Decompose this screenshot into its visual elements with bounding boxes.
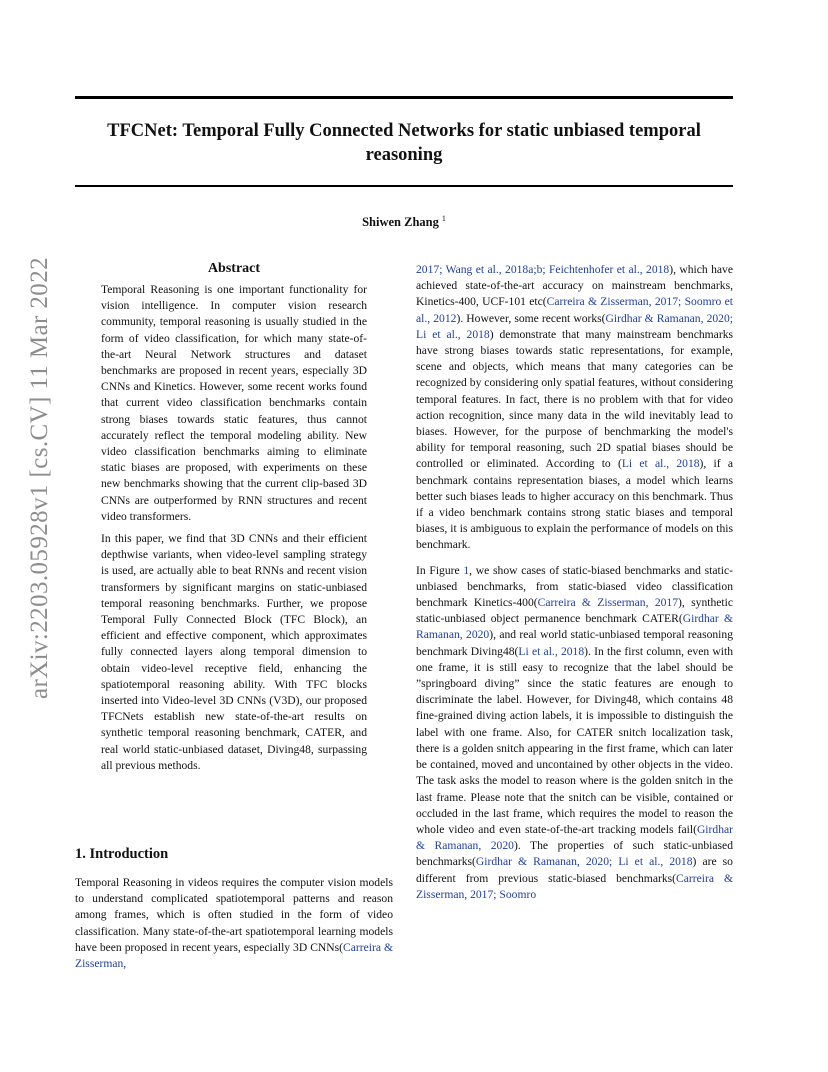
citation-link[interactable]: Carreira & Zisserman, 2017; Soomro (416, 871, 733, 901)
paragraph-text: ), if a benchmark contains representation biases, a model which learns better such biases leads to higher accuracy on this benchmark. Thus if a video benchmark contains strong static biases and temporal biases, it is ambiguous to explain the performance of models on this benchmark. (416, 457, 733, 552)
abstract-paragraph-2: In this paper, we find that 3D CNNs and their efficient depthwise variants, when video-level sampling strategy is used, are actually able to beat RNNs and recent vision transformers by significant margins on static-unbiased temporal reasoning benchmarks. Further, we propose Temporal Fully Connected Block (TFC Block), an efficient and effective component, which approximates fully connected layers along temporal dimension to obtain video-level receptive field, enhancing the spatiotemporal reasoning ability. With TFC blocks inserted into Video-level 3D CNNs (V3D), our proposed TFCNets establish new state-of-the-art results on synthetic temporal reasoning benchmark, CATER, and real world static-unbiased dataset, Diving48, surpassing all previous methods. (101, 532, 367, 772)
citation-link[interactable]: Girdhar & Ramanan, 2020 (416, 822, 733, 853)
paragraph-text: ) demonstrate that many mainstream benchmarks have strong biases towards static representations, for example, scene and objects, which means that many categories can be recognized by considering only spatial features, without considering temporal features. In fact, there is no problem with that for video action recognition, since many data in the wild inevitably lead to biases. However, for the purpose of benchmarking the model's ability for temporal reasoning, such 2D spatial biases should be controlled or eliminated. According to ( (416, 327, 734, 471)
citation-link[interactable]: Carreira & Zisserman, 2017; Soomro et al., 2012 (416, 295, 733, 325)
right-column (416, 262, 733, 912)
paragraph-text: ). In the first column, even with one frame, it is still easy to recognize that the label should be ”springboard diving” since the static features are enough to discriminate the label. However, for Diving48, which contains 48 fine-grained diving action labels, it is impossible to distinguish the label with one frame. Also, for CATER snitch localization task, there is a golden snitch appearing in the first frame, which can later be contained, moved and uncontained by other objects in the video. The task asks the model to reason where is the golden snitch in the last frame. Please note that the snitch can be visible, contained or occluded in the last frame, which requires the model to reason the whole video and even state-of-the-art tracking models fail( (416, 644, 733, 836)
right-paragraph-2 (416, 563, 733, 903)
arxiv-identifier: arXiv:2203.05928v1 [cs.CV] 11 Mar 2022 (26, 257, 53, 699)
paragraph-text: ), synthetic static-unbiased object permanence benchmark CATER( (416, 596, 733, 626)
paragraph-text: ). The properties of such static-unbiased benchmarks( (416, 839, 733, 869)
author-affiliation-mark: 1 (441, 214, 446, 223)
paragraph-text: ), and real world static-unbiased temporal reasoning benchmark Diving48( (416, 628, 733, 658)
citation-link[interactable]: Girdhar & Ramanan, 2020 (416, 612, 733, 642)
paragraph-text: ) are so different from previous static-biased benchmarks( (416, 855, 733, 885)
paragraph-text: In Figure (416, 563, 464, 577)
paper-title: TFCNet: Temporal Fully Connected Networks for static unbiased temporal reasoning (107, 121, 701, 165)
citation-link[interactable]: Li et al., 2018 (518, 644, 585, 658)
paragraph-text: ). However, some recent works( (456, 311, 606, 325)
author-name: Shiwen Zhang (362, 215, 439, 229)
citation-link[interactable]: Carreira & Zisserman, (75, 940, 394, 971)
citation-link[interactable]: Carreira & Zisserman, 2017 (537, 596, 679, 610)
citation-link[interactable]: Girdhar & Ramanan, 2020; Li et al., 2018 (475, 855, 693, 869)
citation-link[interactable]: 2017; Wang et al., 2018a;b; Feichtenhofer et al., 2018 (416, 263, 670, 276)
intro-left-column (75, 875, 393, 972)
title-top-rule (75, 96, 733, 99)
right-paragraph-1 (416, 262, 733, 554)
abstract-heading: Abstract (207, 261, 261, 276)
abstract-paragraph-1: Temporal Reasoning is one important functionality for vision intelligence. In computer vision research community, temporal reasoning is usually studied in the form of video classification, for which many state-of-the-art Neural Network structures and dataset benchmarks are proposed in recent years, especially 3D CNNs and Kinetics. However, some recent works found that current video classification benchmarks contain strong biases towards static features, thus cannot accurately reflect the temporal modeling ability. New video classification benchmarks aiming to eliminate static biases are proposed, with experiments on these new benchmarks showing that the current clip-based 3D CNNs are outperformed by RNN structures and recent video transformers. (101, 283, 367, 523)
paragraph-text: ), which have achieved state-of-the-art accuracy on mainstream benchmarks, Kinetics-400, UCF-101 etc( (416, 263, 733, 309)
intro-paragraph-1 (75, 875, 393, 972)
figure-reference-link[interactable]: 1 (463, 563, 470, 577)
paragraph-text: , we show cases of static-biased benchmarks and static-unbiased benchmarks, from static-biased video classification benchmark Kinetics-400( (416, 563, 733, 610)
section-heading-introduction: 1. Introduction (75, 846, 169, 862)
author-line (75, 214, 733, 230)
citation-link[interactable]: Girdhar & Ramanan, 2020; Li et al., 2018 (416, 311, 733, 341)
citation-link[interactable]: Li et al., 2018 (621, 457, 700, 471)
abstract-body (101, 282, 367, 780)
title-bottom-rule (75, 185, 733, 187)
intro-text: Temporal Reasoning in videos requires the computer vision models to understand complicated spatiotemporal patterns and reason among frames, which is often studied in the form of video classification. Many state-of-the-art spatiotemporal learning models have been proposed in recent years, especially 3D CNNs( (75, 876, 393, 954)
